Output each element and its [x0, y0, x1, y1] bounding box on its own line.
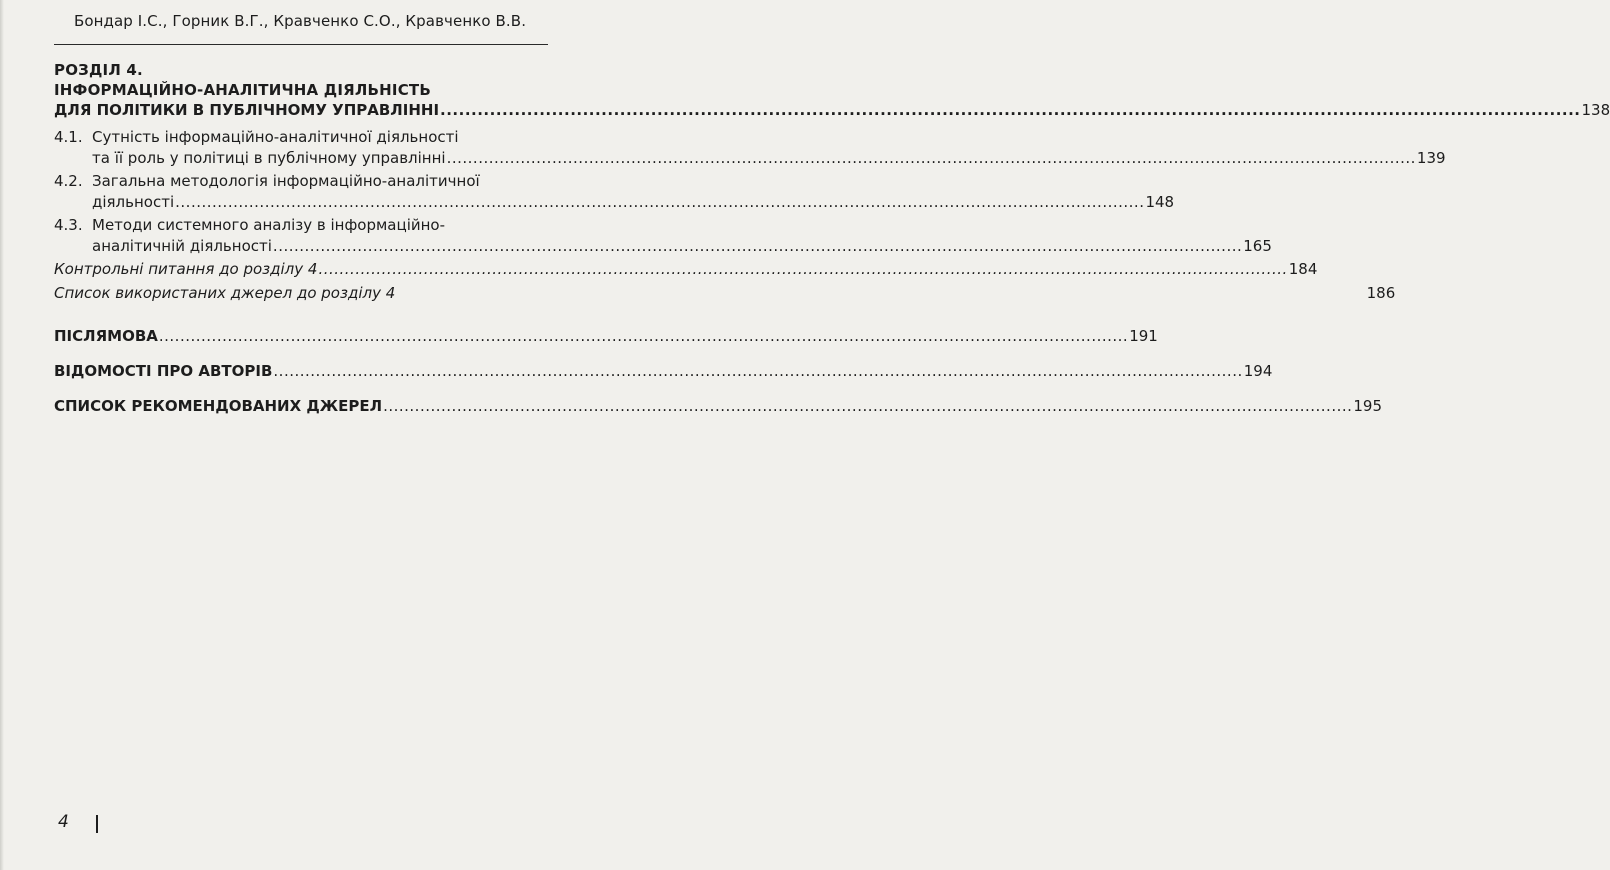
section-text: СПИСОК РЕКОМЕНДОВАНИХ ДЖЕРЕЛ [54, 397, 383, 415]
subsection-page-number: 148 [1145, 193, 1175, 211]
section-page-number: 194 [1243, 362, 1273, 380]
dot-leader [273, 361, 1242, 382]
chapter-page-number: 138 [1581, 101, 1610, 119]
running-header: Бондар І.С., Горник В.Г., Кравченко С.О., Кравченко В.В. [73, 12, 527, 30]
subsection-title-text: та її роль у політиці в публічному управлінні [92, 149, 446, 167]
toc-subsection-4-2 [54, 171, 1175, 213]
subsection-title-line-2 [92, 148, 1446, 169]
subsection-title-line-1: Загальна методологія інформаційно-аналітичної [92, 172, 480, 190]
page-edge-shadow [0, 0, 4, 870]
subsection-title-text: діяльності [92, 193, 175, 211]
entry-page-number: 184 [1288, 260, 1318, 278]
section-page-number: 191 [1129, 327, 1158, 345]
section-page-number: 195 [1353, 397, 1383, 415]
chapter-title-line-1: ІНФОРМАЦІЙНО-АНАЛІТИЧНА ДІЯЛЬНІСТЬ [54, 81, 431, 99]
subsection-number: 4.1. [54, 128, 83, 146]
toc-section-afterword [54, 326, 1158, 347]
dot-leader [318, 259, 1287, 280]
toc-entry-review-questions [54, 259, 1318, 280]
dot-leader [440, 100, 1580, 121]
toc-subsection-4-1 [54, 127, 1446, 169]
entry-page-number: 186 [1366, 284, 1396, 302]
subsection-number: 4.2. [54, 172, 83, 190]
subsection-title-line-2 [92, 192, 1174, 213]
chapter-label: РОЗДІЛ 4. [54, 61, 143, 79]
subsection-number: 4.3. [54, 216, 83, 234]
page-number: 4 [58, 812, 69, 832]
toc-subsection-4-3 [54, 215, 1272, 257]
chapter-title-line-2 [54, 100, 1610, 121]
dot-leader [273, 236, 1242, 257]
subsection-title-line-1: Сутність інформаційно-аналітичної діяльності [92, 128, 459, 146]
section-text: ВІДОМОСТІ ПРО АВТОРІВ [54, 362, 273, 380]
dot-leader [447, 148, 1416, 169]
table-of-contents [54, 60, 1610, 417]
entry-text: Контрольні питання до розділу 4 [54, 260, 318, 278]
subsection-title-line-1: Методи системного аналізу в інформаційно- [92, 216, 446, 234]
subsection-title-text: аналітичній діяльності [92, 237, 272, 255]
subsection-title-line-2 [92, 236, 1272, 257]
toc-section-about-authors [54, 361, 1273, 382]
subsection-page-number: 165 [1243, 237, 1272, 255]
dot-leader [383, 396, 1352, 417]
chapter-entry [54, 60, 1610, 121]
header-rule [54, 44, 548, 45]
page-number-bar [96, 815, 98, 833]
entry-text: Список використаних джерел до розділу 4 [54, 284, 396, 302]
toc-entry-references [54, 283, 1396, 304]
toc-section-recommended-sources [54, 396, 1383, 417]
dot-leader [175, 192, 1144, 213]
dot-leader [159, 326, 1128, 347]
subsection-page-number: 139 [1416, 149, 1446, 167]
section-text: ПІСЛЯМОВА [54, 327, 158, 345]
chapter-title-text: ДЛЯ ПОЛІТИКИ В ПУБЛІЧНОМУ УПРАВЛІННІ [54, 101, 440, 119]
